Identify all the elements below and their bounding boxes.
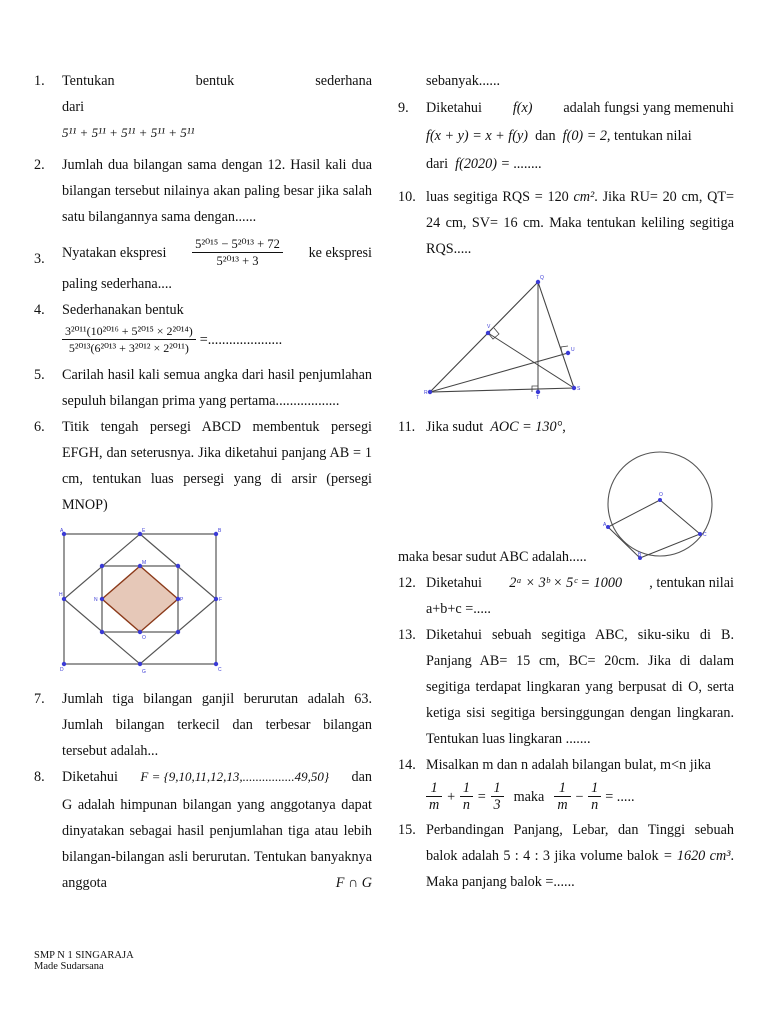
question-9	[398, 94, 734, 178]
question-3-fraction	[192, 236, 283, 269]
question-number: 9.	[398, 100, 409, 116]
label-c: C	[703, 532, 707, 538]
question-number: 4.	[34, 302, 45, 318]
fraction-1-over-n-2: $\frac{1}{n}$	[588, 780, 601, 813]
label-q: Q	[540, 275, 544, 281]
question-15-volume: = 1620	[662, 848, 706, 864]
label-o: O	[142, 635, 146, 641]
question-9-line3	[426, 150, 734, 178]
question-number: 10.	[398, 189, 416, 205]
question-number: 3.	[34, 251, 45, 267]
fraction-1-over-3: $\frac{1}{3}$	[491, 780, 504, 813]
question-8-pre: Diketahui	[62, 769, 118, 785]
page-footer	[34, 950, 134, 972]
question-9-from: dari	[426, 156, 449, 172]
question-9-line2	[426, 122, 734, 150]
question-9-f0: f(0) = 2	[562, 128, 607, 144]
label-b: B	[218, 528, 222, 534]
fraction-1-over-m-2: $\frac{1}{m}$	[554, 780, 570, 813]
question-7-text: Jumlah tiga bilangan ganjil berurutan adalah 63. Jumlah bilangan terkecil dan terbesar bilangan tersebut adalah...	[62, 691, 372, 759]
label-f: F	[219, 597, 223, 603]
altitude-ru	[430, 353, 568, 392]
footer-author: Made Sudarsana	[34, 961, 104, 972]
question-1-expression: 5¹¹ + 5¹¹ + 5¹¹ + 5¹¹ + 5¹¹	[62, 125, 195, 140]
right-column	[398, 68, 734, 895]
question-1-text: Tentukan bentuk sederhana dari	[62, 73, 372, 115]
question-14-tail: = .....	[605, 788, 635, 805]
question-3-tail: paling sederhana....	[62, 276, 172, 292]
fraction-numerator: 3²⁰¹¹(10²⁰¹⁶ + 5²⁰¹⁵ × 2²⁰¹⁴)	[62, 323, 196, 340]
question-14	[398, 752, 734, 813]
label-g: G	[142, 669, 146, 675]
question-number: 5.	[34, 367, 45, 383]
question-14-text: Misalkan m dan n adalah bilangan bulat, m<n jika	[426, 757, 711, 773]
altitude-sv	[488, 333, 574, 388]
label-b: B	[638, 552, 642, 558]
question-3-row	[62, 236, 372, 269]
question-9-text-a: Diketahui	[426, 100, 482, 116]
label-d: D	[60, 667, 64, 673]
label-r: R	[424, 390, 428, 396]
label-m: M	[142, 560, 147, 566]
question-11-text: Jika sudut	[426, 419, 484, 435]
circle-outline	[608, 452, 712, 556]
label-s: S	[577, 386, 581, 392]
question-3-pre: Nyatakan ekspresi	[62, 244, 167, 261]
question-15	[398, 817, 734, 895]
label-a: A	[603, 522, 607, 528]
label-c: C	[218, 667, 222, 673]
triangle-figure	[424, 270, 584, 400]
label-u: U	[571, 347, 575, 353]
question-1	[34, 68, 372, 146]
question-14-maka: maka	[513, 788, 545, 805]
question-9-line1	[426, 94, 734, 122]
question-8-post: dan	[351, 769, 372, 785]
question-15-text-1: Perbandingan Panjang, Lebar, dan Tinggi sebuah balok adalah 5 : 4 : 3 jika volume balok	[426, 822, 734, 864]
question-4-tail: =.....................	[199, 331, 283, 348]
question-11-after: maka besar sudut ABC adalah.....	[398, 549, 587, 565]
nested-squares-figure	[60, 528, 232, 676]
question-12-row	[426, 570, 734, 596]
question-11-angle: AOC = 130°	[490, 419, 563, 435]
question-number: 7.	[34, 691, 45, 707]
question-9-text-c: adalah fungsi yang memenuhi	[563, 100, 734, 116]
fraction-denominator: 5²⁰¹³(6²⁰¹³ + 3²⁰¹² × 2²⁰¹¹)	[68, 341, 189, 355]
question-8-text: G adalah himpunan bilangan yang anggotanya dapat dinyatakan sebagai hasil penjumlahan tiga atau lebih bilangan-bilangan asli berurutan. Tentukan banyaknya anggota	[62, 797, 372, 891]
question-12-post: , tentukan nilai	[649, 575, 734, 591]
question-5	[34, 362, 372, 414]
question-10-text-2: . Jika RU= 20 cm, QT= 24 cm, SV= 16 cm. Maka tentukan keliling segitiga RQS.....	[426, 189, 735, 257]
question-8-row	[62, 764, 372, 790]
question-6	[34, 414, 372, 518]
question-4-fraction	[62, 323, 196, 356]
question-9-target: f(2020) = ........	[455, 156, 542, 172]
question-8-continuation: sebanyak......	[426, 73, 501, 89]
label-a: A	[60, 528, 64, 534]
question-12-pre: Diketahui	[426, 575, 482, 591]
question-10-unit: cm²	[573, 189, 595, 205]
question-14-equations: $\frac{1}{m}$ + $\frac{1}{n}$ = $\frac{1}{3}$ maka $\frac{1}{m}$ − $\frac{1}{n}$ = .....	[426, 780, 734, 813]
triangle-points	[428, 280, 576, 394]
label-p: P	[180, 597, 184, 603]
question-3	[34, 236, 372, 297]
question-7	[34, 686, 372, 764]
question-number: 14.	[398, 757, 416, 773]
question-6-text: Titik tengah persegi ABCD membentuk persegi EFGH, dan seterusnya. Jika diketahui panjang AB = 1 cm, tentukan luas persegi yang di arsir (persegi MNOP)	[62, 419, 372, 513]
question-number: 8.	[34, 769, 45, 785]
question-13	[398, 622, 734, 752]
question-number: 6.	[34, 419, 45, 435]
square-mnop-shaded	[102, 566, 178, 632]
question-8-set: F = {9,10,11,12,13,................49,50}	[140, 769, 330, 784]
question-number: 2.	[34, 157, 45, 173]
question-4	[34, 297, 372, 356]
question-9-and: dan	[535, 128, 556, 144]
label-t: T	[536, 395, 540, 401]
label-v: V	[487, 324, 491, 330]
question-15-text-2: . Maka panjang balok =......	[426, 848, 735, 890]
question-5-text: Carilah hasil kali semua angka dari hasil penjumlahan sepuluh bilangan prima yang pertama..................	[62, 367, 372, 409]
triangle-rqs	[430, 282, 574, 392]
question-12	[398, 570, 734, 622]
question-10	[398, 184, 734, 262]
fraction-denominator: 5²⁰¹³ + 3	[216, 254, 259, 268]
label-e: E	[142, 528, 146, 534]
question-number: 13.	[398, 627, 416, 643]
question-number: 15.	[398, 822, 416, 838]
question-number: 11.	[398, 419, 416, 435]
question-10-text-1: luas segitiga RQS = 120	[426, 189, 569, 205]
question-8	[34, 764, 372, 896]
label-n: N	[94, 597, 98, 603]
left-column	[34, 68, 372, 896]
question-8-end: F ∩ G	[335, 875, 372, 891]
label-o: O	[659, 492, 663, 498]
fraction-numerator: 5²⁰¹⁵ − 5²⁰¹³ + 72	[192, 236, 283, 253]
question-8-body	[62, 792, 372, 896]
question-12-expression: 2ᵃ × 3ᵇ × 5ᶜ = 1000	[509, 575, 623, 591]
question-4-text: Sederhanakan bentuk	[62, 302, 184, 318]
question-9-fx: f(x)	[512, 100, 533, 116]
question-15-unit: cm³	[709, 848, 731, 864]
fraction-1-over-m: $\frac{1}{m}$	[426, 780, 442, 813]
question-9-text-d: , tentukan nilai	[606, 128, 692, 144]
question-13-text: Diketahui sebuah segitiga ABC, siku-siku di B. Panjang AB= 15 cm, BC= 20cm. Jika di dalam segitiga terdapat lingkaran yang berpusat di O, serta ketiga sisi segitiga bersinggungan dengan lingkaran. Tentukan luas lingkaran .......	[426, 627, 734, 747]
question-9-equation: f(x + y) = x + f(y)	[426, 128, 528, 144]
question-4-row	[62, 323, 372, 356]
question-3-post: ke ekspresi	[308, 244, 372, 261]
footer-school: SMP N 1 SINGARAJA	[34, 950, 134, 961]
question-2	[34, 152, 372, 230]
fraction-1-over-n: $\frac{1}{n}$	[460, 780, 473, 813]
question-11-comma: ,	[562, 419, 566, 435]
label-h: H	[59, 592, 63, 598]
question-1-text-row	[62, 68, 372, 120]
question-12-tail: a+b+c =.....	[426, 601, 491, 617]
question-11	[398, 414, 734, 440]
question-2-text: Jumlah dua bilangan sama dengan 12. Hasil kali dua bilangan tersebut nilainya akan paling besar jika salah satu bilangannya sama dengan......	[62, 157, 372, 225]
question-number: 1.	[34, 73, 45, 89]
question-number: 12.	[398, 575, 416, 591]
